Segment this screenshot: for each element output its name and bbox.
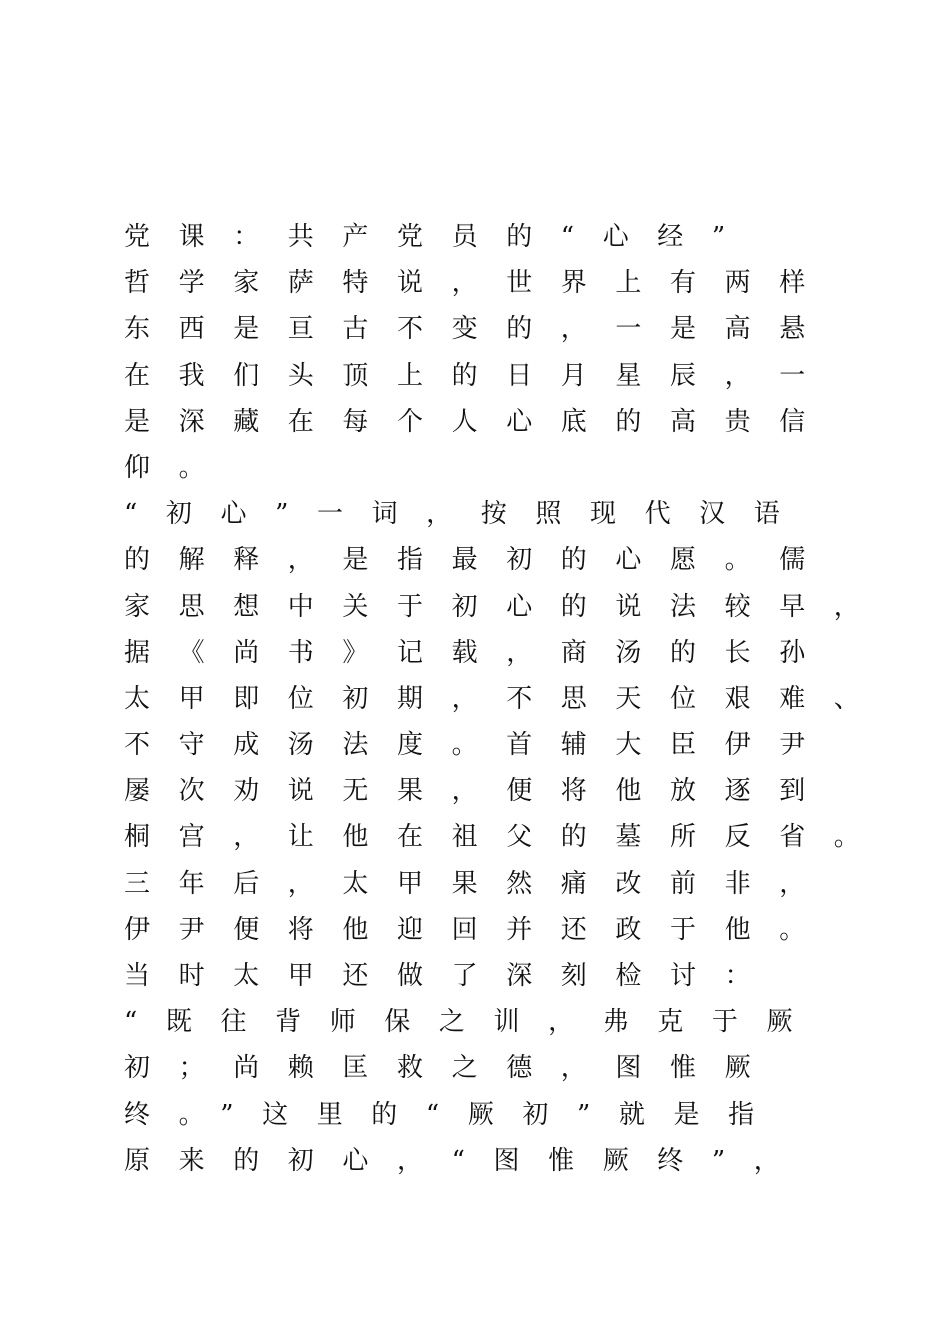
text-line: 原来的初心，“图惟厥终”， <box>124 1145 809 1176</box>
text-line: 仰。 <box>124 452 234 483</box>
text-line: 三年后，太甲果然痛改前非， <box>124 868 834 899</box>
text-line: 东西是亘古不变的，一是高悬 <box>124 314 834 345</box>
text-line: 据《尚书》记载，商汤的长孙 <box>124 637 834 668</box>
text-line: 在我们头顶上的日月星辰，一 <box>124 360 834 391</box>
text-line: 终。”这里的“厥初”就是指 <box>124 1099 783 1130</box>
text-line: 桐宫，让他在祖父的墓所反省。 <box>124 822 889 853</box>
document-body <box>124 214 889 1184</box>
text-line: “既往背师保之训，弗克于厥 <box>124 1007 822 1038</box>
text-line: 伊尹便将他迎回并还政于他。 <box>124 914 834 945</box>
text-line: 是深藏在每个人心底的高贵信 <box>124 406 834 437</box>
text-line: 当时太甲还做了深刻检讨： <box>124 961 780 991</box>
document-title: 党课：共产党员的“心经” <box>124 222 754 252</box>
text-line: 太甲即位初期，不思天位艰难、 <box>124 683 889 714</box>
text-line: 不守成汤法度。首辅大臣伊尹 <box>124 730 834 761</box>
text-line: 哲学家萨特说，世界上有两样 <box>124 268 834 299</box>
text-line: 屡次劝说无果，便将他放逐到 <box>124 776 834 807</box>
text-line: 初；尚赖匡救之德，图惟厥 <box>124 1053 780 1084</box>
text-line: “初心”一词，按照现代汉语 <box>124 499 809 530</box>
text-line: 的解释，是指最初的心愿。儒 <box>124 545 834 576</box>
text-line: 家思想中关于初心的说法较早， <box>124 591 889 622</box>
